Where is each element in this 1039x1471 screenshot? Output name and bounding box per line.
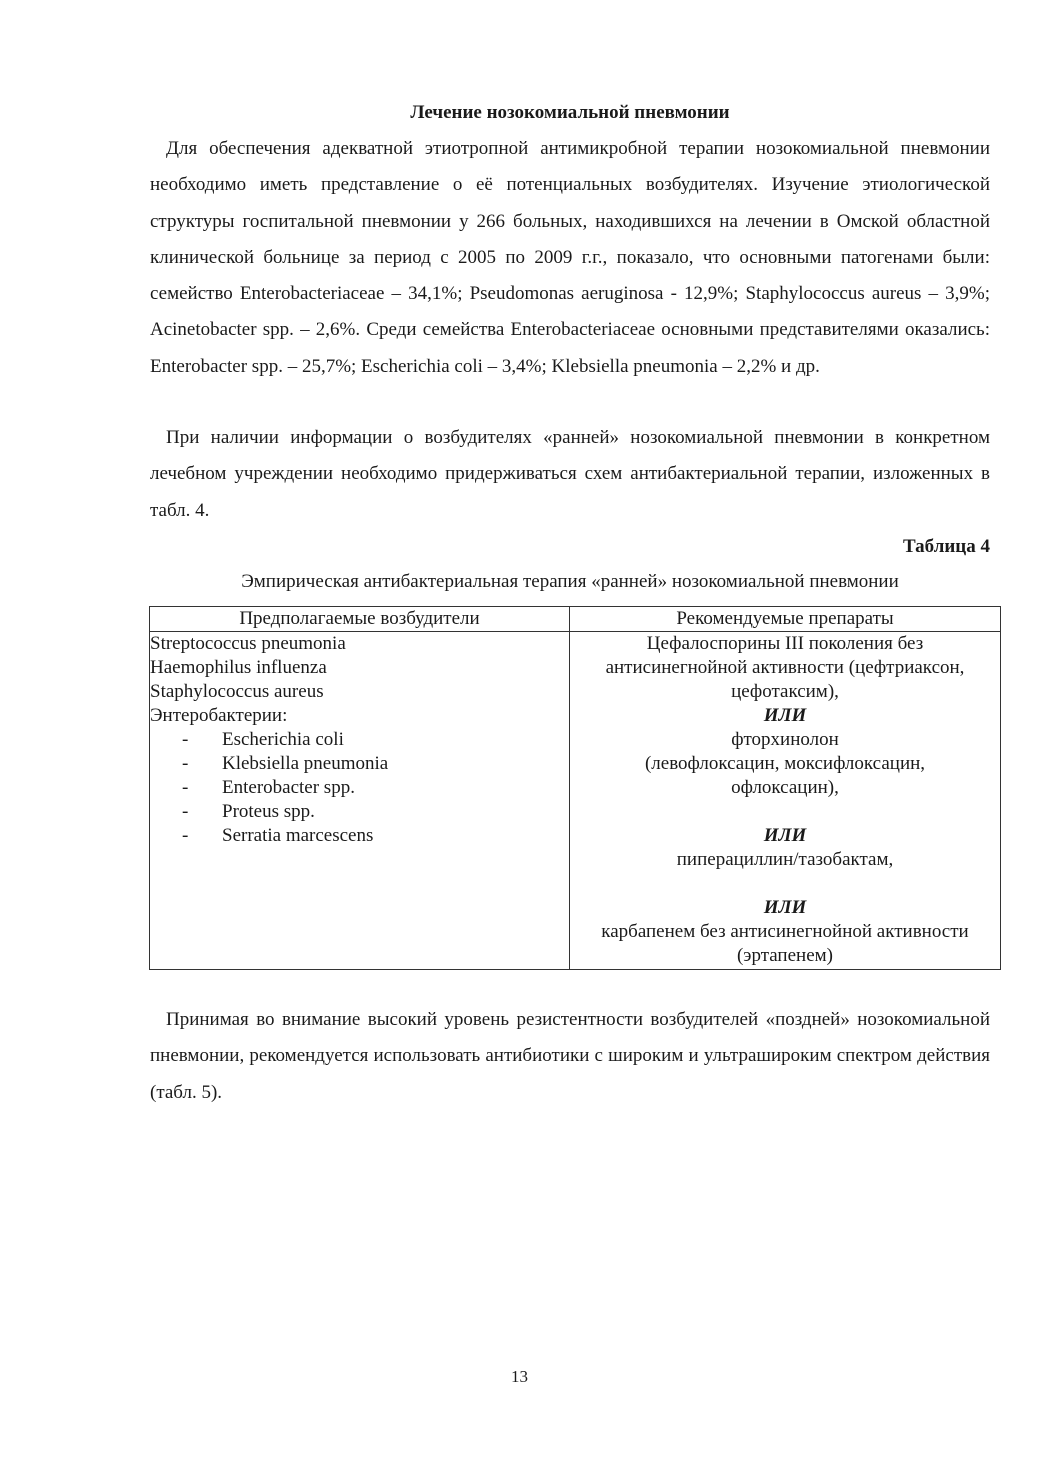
drug-line: пиперациллин/тазобактам, — [676, 849, 894, 870]
enterobacteria-name: Enterobacter spp. — [222, 777, 355, 798]
dash-bullet: - — [182, 777, 189, 798]
table-caption: Эмпирическая антибактериальная терапия «ранней» нозокомиальной пневмонии — [241, 571, 899, 592]
paragraph-late-pneumonia: Принимая во внимание высокий уровень резистентности возбудителей «поздней» нозокомиальной пневмонии, рекомендуется использовать антибиотики с широким и ультрашироким спектром действия (табл. 5). — [150, 1009, 990, 1103]
drug-line: антисинегнойной активности (цефтриаксон, — [605, 657, 965, 678]
or-separator: ИЛИ — [763, 825, 807, 846]
drug-line: Цефалоспорины III поколения без — [646, 633, 924, 654]
table-label: Таблица 4 — [902, 536, 990, 557]
drugs-cell — [570, 632, 1001, 970]
spacer — [570, 872, 1000, 896]
enterobacteria-item — [150, 800, 569, 824]
pathogens-cell — [150, 632, 570, 970]
drug-line: цефотаксим), — [731, 681, 839, 702]
enterobacteria-name: Escherichia coli — [222, 729, 344, 750]
drug-line: (левофлоксацин, моксифлоксацин, — [644, 753, 926, 774]
dash-bullet: - — [182, 801, 189, 822]
enterobacteria-name: Proteus spp. — [222, 801, 315, 822]
dash-bullet: - — [182, 753, 189, 774]
table-header-row — [150, 607, 1001, 632]
pathogen-item: Haemophilus influenza — [150, 657, 327, 678]
page-number: 13 — [511, 1367, 528, 1386]
pathogen-group: Энтеробактерии: — [150, 705, 288, 726]
header-pathogens: Предполагаемые возбудители — [150, 607, 570, 632]
or-separator: ИЛИ — [763, 705, 807, 726]
section-heading: Лечение нозокомиальной пневмонии — [410, 102, 730, 123]
enterobacteria-name: Klebsiella pneumonia — [222, 753, 389, 774]
drug-line: (эртапенем) — [736, 945, 833, 966]
spacer — [570, 800, 1000, 824]
drug-line: карбапенем без антисинегнойной активности — [601, 921, 969, 942]
paragraph-schemes: При наличии информации о возбудителях «ранней» нозокомиальной пневмонии в конкретном лечебном учреждении необходимо придерживаться схем антибактериальной терапии, изложенных в табл. 4. — [150, 427, 990, 521]
therapy-table — [149, 606, 1001, 970]
table-row — [150, 632, 1001, 970]
or-separator: ИЛИ — [763, 897, 807, 918]
pathogen-item: Staphylococcus aureus — [150, 681, 324, 702]
enterobacteria-item — [150, 776, 569, 800]
header-drugs: Рекомендуемые препараты — [570, 607, 1001, 632]
dash-bullet: - — [182, 825, 189, 846]
paragraph-pathogens: Для обеспечения адекватной этиотропной антимикробной терапии нозокомиальной пневмонии необходимо иметь представление о её потенциальных возбудителях. Изучение этиологической структуры госпитальной пневмонии у 266 больных, находившихся на лечении в Омской областной клинической больнице за период с 2005 по 2009 г.г., показало, что основными патогенами были: семейство Enterobacteriaceae – 34,1%; Pseudomonas aeruginosa - 12,9%; Staphylococcus aureus – 3,9%; Acinetobacter spp. – 2,6%. Среди семейства Enterobacteriaceae основными представителями оказались: Enterobacter spp. – 25,7%; Escherichia coli – 3,4%; Klebsiella pneumonia – 2,2% и др. — [150, 138, 990, 377]
dash-bullet: - — [182, 729, 189, 750]
enterobacteria-item — [150, 752, 569, 776]
drug-line: офлоксацин), — [731, 777, 839, 798]
pathogen-item: Streptococcus pneumonia — [150, 633, 346, 654]
enterobacteria-item — [150, 728, 569, 752]
enterobacteria-item — [150, 824, 569, 848]
drug-line: фторхинолон — [731, 729, 839, 750]
enterobacteria-name: Serratia marcescens — [222, 825, 374, 846]
